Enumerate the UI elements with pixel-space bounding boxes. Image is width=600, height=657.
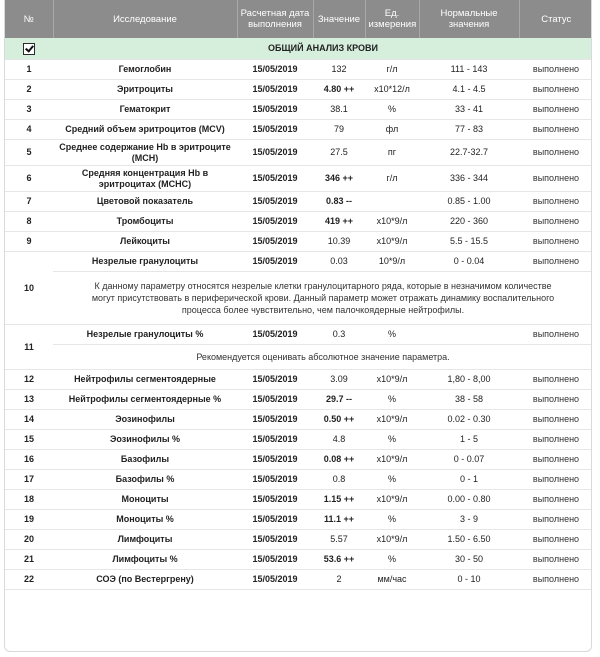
test-value: 11.1 ++ [313, 510, 365, 530]
test-normal-range: 77 - 83 [419, 120, 519, 140]
row-number: 9 [5, 232, 53, 252]
test-name: Нейтрофилы сегментоядерные [53, 370, 237, 390]
test-value: 0.08 ++ [313, 450, 365, 470]
test-unit: % [365, 550, 419, 570]
test-unit: х10*9/л [365, 410, 419, 430]
test-unit: х10*9/л [365, 212, 419, 232]
test-status: выполнено [519, 140, 592, 166]
test-value: 1.15 ++ [313, 490, 365, 510]
test-unit: г/л [365, 166, 419, 192]
test-status: выполнено [519, 450, 592, 470]
test-date: 15/05/2019 [237, 192, 313, 212]
test-date: 15/05/2019 [237, 550, 313, 570]
test-value: 4.80 ++ [313, 80, 365, 100]
row-number: 21 [5, 550, 53, 570]
results-table-container [4, 0, 592, 652]
row-number: 15 [5, 430, 53, 450]
test-normal-range: 0 - 0.04 [419, 252, 519, 272]
header-value: Значение [313, 0, 365, 38]
test-name: Нейтрофилы сегментоядерные % [53, 390, 237, 410]
test-name: Лейкоциты [53, 232, 237, 252]
table-row [5, 410, 592, 430]
table-row [5, 60, 592, 80]
test-name: Эозинофилы % [53, 430, 237, 450]
header-unit: Ед. измерения [365, 0, 419, 38]
test-normal-range: 0.02 - 0.30 [419, 410, 519, 430]
test-unit [365, 192, 419, 212]
test-normal-range: 1,80 - 8,00 [419, 370, 519, 390]
test-date: 15/05/2019 [237, 166, 313, 192]
table-row [5, 490, 592, 510]
row-number: 18 [5, 490, 53, 510]
test-normal-range: 0 - 0.07 [419, 450, 519, 470]
row-number: 1 [5, 60, 53, 80]
test-status: выполнено [519, 100, 592, 120]
test-name: Моноциты [53, 490, 237, 510]
test-normal-range: 33 - 41 [419, 100, 519, 120]
row-number: 16 [5, 450, 53, 470]
test-name: Моноциты % [53, 510, 237, 530]
test-date: 15/05/2019 [237, 100, 313, 120]
section-checkbox[interactable] [23, 43, 35, 55]
test-name: Незрелые гранулоциты % [53, 325, 237, 345]
test-date: 15/05/2019 [237, 212, 313, 232]
test-note: К данному параметру относятся незрелые клетки гранулоцитарного ряда, которые в незначимом количестве могут присутствовать в периферической крови. Данный параметр может отражать динамику воспалительного процесса более чувствительно, чем палочкоядерные нейтрофилы. [53, 272, 592, 325]
row-number: 8 [5, 212, 53, 232]
table-row [5, 370, 592, 390]
table-row [5, 450, 592, 470]
test-date: 15/05/2019 [237, 370, 313, 390]
test-value: 38.1 [313, 100, 365, 120]
test-value: 132 [313, 60, 365, 80]
test-name: Лимфоциты % [53, 550, 237, 570]
test-normal-range: 4.1 - 4.5 [419, 80, 519, 100]
test-unit: % [365, 430, 419, 450]
test-normal-range: 1.50 - 6.50 [419, 530, 519, 550]
test-name: Цветовой показатель [53, 192, 237, 212]
test-status: выполнено [519, 570, 592, 590]
test-status: выполнено [519, 490, 592, 510]
row-number: 3 [5, 100, 53, 120]
row-number: 20 [5, 530, 53, 550]
test-status: выполнено [519, 370, 592, 390]
test-name: Средняя концентрация Hb в эритроцитах (MCHC) [53, 166, 237, 192]
header-normal: Нормальные значения [419, 0, 519, 38]
table-row [5, 430, 592, 450]
row-number: 22 [5, 570, 53, 590]
test-value: 419 ++ [313, 212, 365, 232]
header-status: Статус [519, 0, 592, 38]
test-name: Средний объем эритроцитов (MCV) [53, 120, 237, 140]
test-status: выполнено [519, 510, 592, 530]
table-row [5, 212, 592, 232]
table-row [5, 232, 592, 252]
row-number: 6 [5, 166, 53, 192]
test-normal-range: 38 - 58 [419, 390, 519, 410]
test-unit: 10*9/л [365, 252, 419, 272]
test-name: СОЭ (по Вестергрену) [53, 570, 237, 590]
row-number: 17 [5, 470, 53, 490]
test-name: Незрелые гранулоциты [53, 252, 237, 272]
test-status: выполнено [519, 60, 592, 80]
test-name: Эозинофилы [53, 410, 237, 430]
test-unit: х10*9/л [365, 370, 419, 390]
test-value: 0.50 ++ [313, 410, 365, 430]
test-value: 53.6 ++ [313, 550, 365, 570]
test-unit: х10*9/л [365, 450, 419, 470]
test-normal-range: 22.7-32.7 [419, 140, 519, 166]
test-normal-range: 0 - 10 [419, 570, 519, 590]
test-normal-range [419, 325, 519, 345]
test-normal-range: 220 - 360 [419, 212, 519, 232]
header-num: № [5, 0, 53, 38]
table-header-row [5, 0, 592, 38]
test-status: выполнено [519, 530, 592, 550]
test-unit: г/л [365, 60, 419, 80]
test-normal-range: 5.5 - 15.5 [419, 232, 519, 252]
test-normal-range: 111 - 143 [419, 60, 519, 80]
table-row [5, 192, 592, 212]
test-date: 15/05/2019 [237, 325, 313, 345]
test-status: выполнено [519, 410, 592, 430]
row-number: 2 [5, 80, 53, 100]
test-date: 15/05/2019 [237, 80, 313, 100]
test-normal-range: 0.85 - 1.00 [419, 192, 519, 212]
test-name: Лимфоциты [53, 530, 237, 550]
row-number: 10 [5, 252, 53, 325]
test-status: выполнено [519, 192, 592, 212]
test-value: 3.09 [313, 370, 365, 390]
test-name: Базофилы [53, 450, 237, 470]
test-date: 15/05/2019 [237, 490, 313, 510]
note-row [5, 345, 592, 370]
note-row [5, 272, 592, 325]
table-row [5, 252, 592, 272]
table-row [5, 166, 592, 192]
test-unit: фл [365, 120, 419, 140]
test-date: 15/05/2019 [237, 470, 313, 490]
test-date: 15/05/2019 [237, 410, 313, 430]
section-title: ОБЩИЙ АНАЛИЗ КРОВИ [53, 38, 592, 60]
test-date: 15/05/2019 [237, 140, 313, 166]
row-number: 12 [5, 370, 53, 390]
test-value: 0.3 [313, 325, 365, 345]
results-table [5, 0, 592, 590]
test-normal-range: 336 - 344 [419, 166, 519, 192]
row-number: 13 [5, 390, 53, 410]
test-date: 15/05/2019 [237, 530, 313, 550]
row-number: 11 [5, 325, 53, 370]
test-status: выполнено [519, 430, 592, 450]
test-status: выполнено [519, 120, 592, 140]
table-row [5, 510, 592, 530]
table-row [5, 325, 592, 345]
test-value: 346 ++ [313, 166, 365, 192]
test-date: 15/05/2019 [237, 450, 313, 470]
test-status: выполнено [519, 252, 592, 272]
test-normal-range: 30 - 50 [419, 550, 519, 570]
test-value: 29.7 -- [313, 390, 365, 410]
test-normal-range: 1 - 5 [419, 430, 519, 450]
test-normal-range: 0 - 1 [419, 470, 519, 490]
table-row [5, 120, 592, 140]
header-date: Расчетная дата выполнения [237, 0, 313, 38]
test-value: 0.8 [313, 470, 365, 490]
row-number: 4 [5, 120, 53, 140]
test-date: 15/05/2019 [237, 232, 313, 252]
test-unit: % [365, 510, 419, 530]
section-checkbox-cell [5, 38, 53, 60]
test-value: 10.39 [313, 232, 365, 252]
test-status: выполнено [519, 470, 592, 490]
test-status: выполнено [519, 166, 592, 192]
table-row [5, 100, 592, 120]
test-normal-range: 0.00 - 0.80 [419, 490, 519, 510]
test-unit: % [365, 470, 419, 490]
test-name: Гемоглобин [53, 60, 237, 80]
section-row [5, 38, 592, 60]
test-date: 15/05/2019 [237, 60, 313, 80]
test-status: выполнено [519, 550, 592, 570]
test-unit: х10*9/л [365, 490, 419, 510]
test-value: 0.83 -- [313, 192, 365, 212]
test-unit: х10*12/л [365, 80, 419, 100]
test-date: 15/05/2019 [237, 570, 313, 590]
test-date: 15/05/2019 [237, 120, 313, 140]
test-date: 15/05/2019 [237, 430, 313, 450]
table-row [5, 550, 592, 570]
test-value: 0.03 [313, 252, 365, 272]
table-row [5, 390, 592, 410]
test-name: Среднее содержание Hb в эритроците (MCH) [53, 140, 237, 166]
test-status: выполнено [519, 325, 592, 345]
test-value: 27.5 [313, 140, 365, 166]
test-unit: х10*9/л [365, 232, 419, 252]
test-unit: мм/час [365, 570, 419, 590]
test-name: Базофилы % [53, 470, 237, 490]
test-status: выполнено [519, 80, 592, 100]
test-date: 15/05/2019 [237, 510, 313, 530]
row-number: 5 [5, 140, 53, 166]
table-row [5, 80, 592, 100]
test-value: 4.8 [313, 430, 365, 450]
test-value: 79 [313, 120, 365, 140]
test-date: 15/05/2019 [237, 390, 313, 410]
test-name: Эритроциты [53, 80, 237, 100]
test-note: Рекомендуется оценивать абсолютное значение параметра. [53, 345, 592, 370]
test-status: выполнено [519, 232, 592, 252]
test-unit: % [365, 390, 419, 410]
test-unit: % [365, 100, 419, 120]
table-row [5, 140, 592, 166]
test-value: 2 [313, 570, 365, 590]
test-name: Тромбоциты [53, 212, 237, 232]
test-unit: пг [365, 140, 419, 166]
test-value: 5.57 [313, 530, 365, 550]
table-row [5, 570, 592, 590]
table-row [5, 470, 592, 490]
test-name: Гематокрит [53, 100, 237, 120]
test-unit: х10*9/л [365, 530, 419, 550]
test-status: выполнено [519, 390, 592, 410]
table-row [5, 530, 592, 550]
test-status: выполнено [519, 212, 592, 232]
test-date: 15/05/2019 [237, 252, 313, 272]
row-number: 7 [5, 192, 53, 212]
test-unit: % [365, 325, 419, 345]
row-number: 19 [5, 510, 53, 530]
row-number: 14 [5, 410, 53, 430]
test-normal-range: 3 - 9 [419, 510, 519, 530]
header-test: Исследование [53, 0, 237, 38]
